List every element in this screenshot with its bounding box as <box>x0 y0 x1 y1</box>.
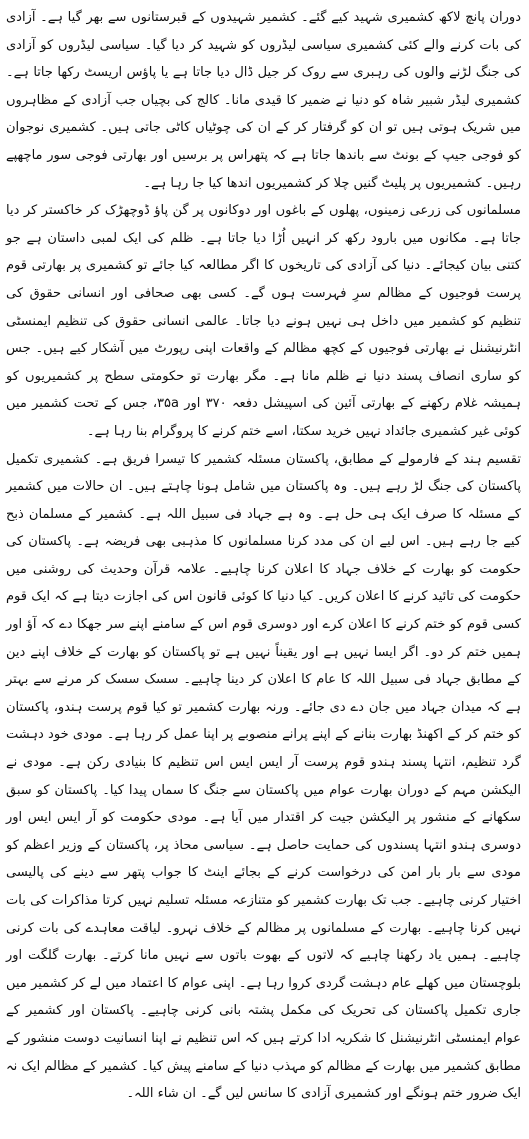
article-body <box>6 4 521 1108</box>
paragraph: دوران پانچ لاکھ کشمیری شہید کیے گئے۔ کشمیر شہیدوں کے قبرستانوں سے بھر گیا ہے۔ آزادی کی بات کرنے والے کئی کشمیری سیاسی لیڈروں کو شہید کر دیا گیا۔ سیاسی لیڈروں کو آزادی کی جنگ لڑنے والوں کی رہبری سے روک کر جیل ڈال دیا جاتا ہے یا پاؤس اریسٹ رکھا جاتا ہے۔ کشمیری لیڈر شبیر شاہ کو دنیا نے ضمیر کا قیدی مانا۔ کالج کی بچیاں جب آزادی کے مظاہروں میں شریک ہوتی ہیں تو ان کو گرفتار کر کے ان کی چوٹیاں کاٹی جاتی ہیں۔ کشمیری نوجوان کو فوجی جیپ کے بونٹ سے باندھا جاتا ہے کہ پتھراس پر برسیں اور بھارتی فوجی سور ماچھپے رہیں۔ کشمیریوں پر پلیٹ گنیں چلا کر کشمیریوں اندھا کیا جا رہا ہے۔ <box>6 10 521 191</box>
paragraph: مسلمانوں کی زرعی زمینوں، پھلوں کے باغوں اور دوکانوں پر گن پاؤ ڈوچھڑک کر خاکستر کر دیا جاتا ہے۔ مکانوں میں بارود رکھ کر انہیں اُڑا دیا جاتا ہے۔ ظلم کی ایک لمبی داستان ہے جو کتنی بیان کیجائے۔ دنیا کی آزادی کی تاریخوں کا اگر مطالعہ کیا جائے تو کشمیری پر بھارتی قوم پرست فوجیوں کے مظالم سرِ فہرست ہوں گے۔ کسی بھی صحافی اور انسانی حقوق کی تنظیم کو کشمیر میں داخل ہی نہیں ہونے دیا جاتا۔ عالمی انسانی حقوق کی تنظیم ایمنسٹی انٹرنیشنل نے بھارتی فوجیوں کے کچھ مظالم کے واقعات اپنی رپورٹ میں آشکار کیے ہیں۔ جس کو ساری انصاف پسند دنیا نے ظلم مانا ہے۔ مگر بھارت تو حکومتی سطح پر کشمیریوں کو ہمیشہ غلام رکھنے کے بھارتی آئین کی اسپیشل دفعہ ۳۷۰ اور ۳۵a، جس کے تحت کشمیر میں کوئی غیر کشمیری جائداد نہیں خرید سکتا، اسے ختم کرنے کا پروگرام بنا رہا ہے۔ <box>6 203 521 439</box>
paragraph: تقسیم ہند کے فارمولے کے مطابق، پاکستان مسئلہ کشمیر کا تیسرا فریق ہے۔ کشمیری تکمیل پاکستان کی جنگ لڑ رہے ہیں۔ وہ پاکستان میں شامل ہونا چاہتے ہیں۔ ان حالات میں کشمیر کے مسئلہ کا صرف ایک ہی حل ہے۔ وہ ہے جہاد فی سبیل اللہ ہے۔ کشمیر کے مسلمان ذبح کیے جا رہے ہیں۔ اس لیے ان کی مدد کرنا مسلمانوں کا مذہبی بھی فریضہ ہے۔ پاکستان کی حکومت کو بھارت کے خلاف جہاد کا اعلان کرنا چاہیے۔ علامہ قرآن وحدیث کی روشنی میں حکومت کی تائید کرنے کا اعلان کریں۔ کیا دنیا کا کوئی قانون اس کی اجازت دیتا ہے کہ ایک قوم کسی قوم کو ختم کرنے کا اعلان کرے اور دوسری قوم اس کے سامنے اپنے سر جھکا دے کہ آؤ اور ہمیں ختم کر دو۔ اگر ایسا نہیں ہے اور یقیناً نہیں ہے تو پاکستان کو بھارت کے خلاف اپنے دین کے مطابق جہاد فی سبیل اللہ کا عام کا اعلان کر دینا چاہیے۔ سسک سسک کر مرنے سے بہتر ہے کہ میدان جہاد میں جان دے دی جائے۔ ورنہ بھارت کشمیر تو کیا قوم پرست ہندو، پاکستان کو ختم کر کے اکھنڈ بھارت بنانے کے اپنے پرانے منصوبے پر اپنا عمل کر رہا ہے۔ مودی خود دہشت گرد تنظیم، انتہا پسند ہندو قوم پرست آر ایس ایس اس تنظیم کا بنیادی رکن ہے۔ مودی نے الیکشن مہم کے دوران بھارت عوام میں پاکستان سے جنگ کا سماں پیدا کیا۔ پاکستان کو سبق سکھانے کے منشور پر الیکشن جیت کر اقتدار میں آیا ہے۔ مودی حکومت کو آر ایس ایس اور دوسری ہندو انتہا پسندوں کی حمایت حاصل ہے۔ سیاسی محاذ پر، پاکستان کے وزیر اعظم کو مودی سے بار بار امن کی درخواست کرنے کے بجائے اینٹ کا جواب پتھر سے دینے کی پالیسی اختیار کرنی چاہیے۔ جب تک بھارت کشمیر کو متنازعہ مسئلہ تسلیم نہیں کرتا مذاکرات کی بات نہیں کرنا چاہیے۔ بھارت کے مسلمانوں پر مظالم کے خلاف نہرو۔ لیاقت معاہدے کی بات کرنی چاہیے۔ ہمیں یاد رکھنا چاہیے کہ لاتوں کے بھوت باتوں سے نہیں مانا کرتے۔ بھارت گلگت اور بلوچستان میں کھلے عام دہشت گردی کروا رہا ہے۔ اپنی عوام کا اعتماد میں لے کر کشمیر میں جاری تکمیل پاکستان کی تحریک کی مکمل پشتہ بانی کرنی چاہیے۔ پاکستان اور کشمیر کے عوام ایمنسٹی انٹرنیشنل کا شکریہ ادا کرتے ہیں کہ اس تنظیم نے اپنا انسانیت دوست منشور کے مطابق کشمیر میں بھارت کے مظالم کو مہذب دنیا کے سامنے پیش کیا۔ کشمیر کے مظالم ایک نہ ایک ضرور ختم ہونگے اور کشمیری آزادی کا سانس لیں گے۔ ان شاء اللہ۔ <box>6 451 521 1102</box>
